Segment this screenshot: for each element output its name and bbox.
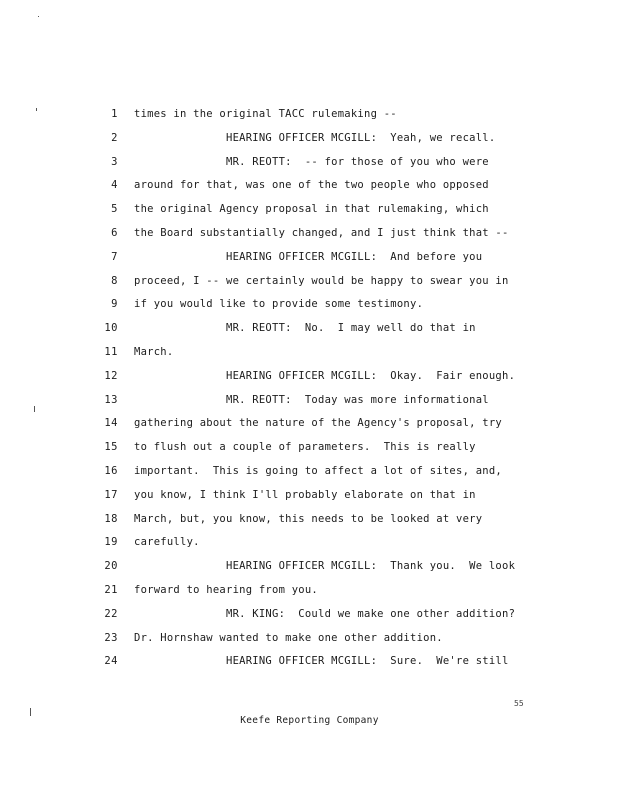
- line-text: Dr. Hornshaw wanted to make one other addition.: [134, 631, 443, 644]
- transcript-line: [0, 295, 619, 313]
- transcript-line: [0, 557, 619, 575]
- line-text: you know, I think I'll probably elaborate on that in: [134, 488, 476, 501]
- line-text: HEARING OFFICER MCGILL: Sure. We're still: [226, 655, 509, 668]
- line-text: the Board substantially changed, and I just think that --: [134, 227, 509, 239]
- line-text: gathering about the nature of the Agency's proposal, try: [134, 417, 503, 430]
- transcript-line: [0, 438, 619, 456]
- line-text: around for that, was one of the two people who opposed: [134, 179, 489, 192]
- line-number: 18: [104, 512, 118, 525]
- line-number: 10: [104, 322, 118, 335]
- line-number: 2: [111, 131, 118, 144]
- line-number: 19: [104, 536, 118, 549]
- line-text: if you would like to provide some testimony.: [134, 298, 424, 311]
- transcript-line: [0, 652, 619, 670]
- transcript-line: [0, 462, 619, 480]
- line-number: 22: [104, 607, 118, 620]
- transcript-line: [0, 533, 619, 551]
- line-number: 6: [111, 227, 118, 239]
- transcript-line: [0, 605, 619, 623]
- transcript-line: [0, 343, 619, 361]
- transcript-line: [0, 629, 619, 647]
- transcript-line: [0, 176, 619, 194]
- transcript-line: [0, 367, 619, 385]
- line-number: 24: [104, 655, 118, 668]
- line-text: MR. REOTT: -- for those of you who were: [226, 155, 489, 168]
- transcript-line: [0, 153, 619, 171]
- transcript-line: [0, 319, 619, 337]
- transcript-line: [0, 224, 619, 242]
- line-number: 8: [111, 274, 118, 287]
- line-text: times in the original TACC rulemaking --: [134, 108, 397, 120]
- line-number: 16: [104, 465, 118, 477]
- line-text: HEARING OFFICER MCGILL: Okay. Fair enough.: [226, 369, 516, 382]
- line-number: 11: [104, 346, 118, 358]
- line-text: to flush out a couple of parameters. This is really: [134, 441, 476, 454]
- line-number: 12: [104, 369, 118, 382]
- transcript-line: [0, 414, 619, 432]
- footer-reporting-company: Keefe Reporting Company: [240, 715, 379, 726]
- line-number: 13: [104, 393, 118, 406]
- scan-speck: [38, 16, 39, 17]
- line-text: HEARING OFFICER MCGILL: Yeah, we recall.: [226, 131, 496, 144]
- line-text: important. This is going to affect a lot of sites, and,: [134, 465, 503, 477]
- line-number: 17: [104, 488, 118, 501]
- line-number: 20: [104, 560, 118, 573]
- line-number: 21: [104, 584, 118, 596]
- line-text: HEARING OFFICER MCGILL: And before you: [226, 250, 483, 263]
- line-text: forward to hearing from you.: [134, 584, 319, 596]
- line-number: 14: [104, 417, 118, 430]
- line-number: 7: [111, 250, 118, 263]
- line-number: 5: [111, 203, 118, 216]
- line-text: MR. REOTT: Today was more informational: [226, 393, 489, 406]
- line-number: 1: [111, 108, 118, 120]
- transcript-line: [0, 391, 619, 409]
- line-number: 15: [104, 441, 118, 454]
- transcript-line: [0, 129, 619, 147]
- page-number: 55: [514, 699, 524, 708]
- line-number: 23: [104, 631, 118, 644]
- line-text: the original Agency proposal in that rulemaking, which: [134, 203, 489, 216]
- transcript-line: [0, 105, 619, 123]
- line-text: MR. REOTT: No. I may well do that in: [226, 322, 476, 335]
- line-text: HEARING OFFICER MCGILL: Thank you. We look: [226, 560, 516, 573]
- transcript-line: [0, 581, 619, 599]
- line-text: March.: [134, 346, 174, 358]
- line-number: 9: [111, 298, 118, 311]
- line-number: 3: [111, 155, 118, 168]
- transcript-line: [0, 248, 619, 266]
- transcript-line: [0, 272, 619, 290]
- transcript-line: [0, 486, 619, 504]
- transcript-line: [0, 200, 619, 218]
- line-text: proceed, I -- we certainly would be happy to swear you in: [134, 274, 509, 287]
- line-text: March, but, you know, this needs to be looked at very: [134, 512, 483, 525]
- line-text: carefully.: [134, 536, 200, 549]
- transcript-line: [0, 510, 619, 528]
- line-text: MR. KING: Could we make one other addition?: [226, 607, 516, 620]
- line-number: 4: [111, 179, 118, 192]
